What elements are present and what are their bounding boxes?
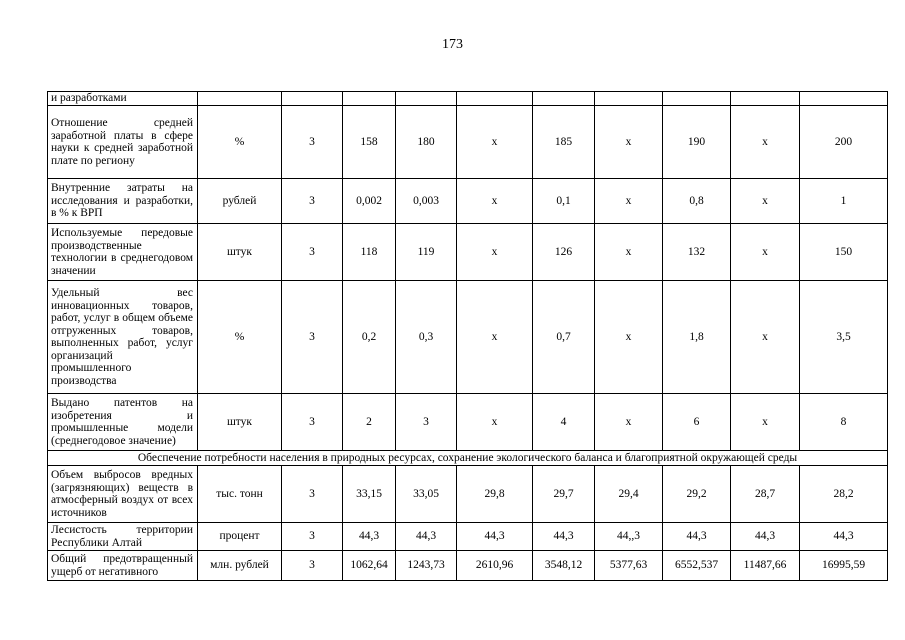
value-cell: 3 (282, 106, 343, 179)
value-cell: x (595, 394, 663, 451)
table-row (48, 179, 888, 224)
value-cell: 0,2 (343, 281, 396, 394)
value-cell: x (731, 179, 800, 224)
indicator-name-cell: Объем выбросов вредных (загрязняющих) веществ в атмосферный воздух от всех источников (48, 466, 198, 523)
value-cell: 118 (343, 224, 396, 281)
indicator-name-cell: Используемые передовые производственные технологии в среднегодовом значении (48, 224, 198, 281)
table-row (48, 92, 888, 106)
value-cell: 1,8 (663, 281, 731, 394)
value-cell: x (457, 224, 533, 281)
value-cell: 119 (396, 224, 457, 281)
unit-cell: тыс. тонн (198, 466, 282, 523)
section-title: Обеспечение потребности населения в природных ресурсах, сохранение экологического баланса и благоприятной окружающей среды (48, 451, 888, 466)
table-body (48, 92, 888, 581)
table-row (48, 394, 888, 451)
value-cell: 3 (282, 179, 343, 224)
value-cell: 44,3 (533, 523, 595, 551)
value-cell: 44,3 (396, 523, 457, 551)
unit-cell: штук (198, 394, 282, 451)
unit-cell: млн. рублей (198, 551, 282, 581)
value-cell: x (457, 106, 533, 179)
value-cell: 190 (663, 106, 731, 179)
value-cell: 3 (282, 224, 343, 281)
value-cell: 6 (663, 394, 731, 451)
value-cell: 33,15 (343, 466, 396, 523)
value-cell: 44,3 (457, 523, 533, 551)
table-row (48, 106, 888, 179)
value-cell: 180 (396, 106, 457, 179)
unit-cell: % (198, 106, 282, 179)
indicator-name-cell: Лесистость территории Республики Алтай (48, 523, 198, 551)
value-cell: 0,7 (533, 281, 595, 394)
value-cell: 44,3 (343, 523, 396, 551)
value-cell: x (595, 281, 663, 394)
indicator-name-cell: и разработками (48, 92, 198, 106)
value-cell: 0,002 (343, 179, 396, 224)
value-cell: 1243,73 (396, 551, 457, 581)
value-cell: 44,3 (731, 523, 800, 551)
value-cell: 0,003 (396, 179, 457, 224)
value-cell: 44,3 (663, 523, 731, 551)
value-cell: 3 (396, 394, 457, 451)
value-cell: 1 (800, 179, 888, 224)
value-cell: x (731, 281, 800, 394)
value-cell: 29,7 (533, 466, 595, 523)
value-cell: 6552,537 (663, 551, 731, 581)
unit-cell: % (198, 281, 282, 394)
indicator-name-cell: Выдано патентов на изобретения и промышленные модели (среднегодовое значение) (48, 394, 198, 451)
value-cell: 3 (282, 281, 343, 394)
indicator-name-cell: Внутренние затраты на исследования и разработки, в % к ВРП (48, 179, 198, 224)
unit-cell: процент (198, 523, 282, 551)
value-cell: 29,8 (457, 466, 533, 523)
value-cell: 0,8 (663, 179, 731, 224)
table-row (48, 224, 888, 281)
value-cell: 16995,59 (800, 551, 888, 581)
unit-cell: рублей (198, 179, 282, 224)
value-cell: 29,4 (595, 466, 663, 523)
value-cell: 33,05 (396, 466, 457, 523)
unit-cell (198, 92, 282, 106)
value-cell: 28,7 (731, 466, 800, 523)
value-cell: x (731, 224, 800, 281)
value-cell (663, 92, 731, 106)
value-cell (457, 92, 533, 106)
value-cell: 0,3 (396, 281, 457, 394)
value-cell: x (731, 106, 800, 179)
value-cell: 0,1 (533, 179, 595, 224)
value-cell: 150 (800, 224, 888, 281)
value-cell: 1062,64 (343, 551, 396, 581)
value-cell: 3 (282, 551, 343, 581)
value-cell: x (457, 394, 533, 451)
value-cell (731, 92, 800, 106)
value-cell: x (595, 106, 663, 179)
value-cell: 3 (282, 394, 343, 451)
value-cell: 3548,12 (533, 551, 595, 581)
value-cell: 3 (282, 466, 343, 523)
value-cell: x (457, 179, 533, 224)
value-cell: 11487,66 (731, 551, 800, 581)
unit-cell: штук (198, 224, 282, 281)
value-cell: 3,5 (800, 281, 888, 394)
value-cell (800, 92, 888, 106)
value-cell: 3 (282, 523, 343, 551)
indicator-name-cell: Общий предотвращенный ущерб от негативного (48, 551, 198, 581)
value-cell: 158 (343, 106, 396, 179)
indicator-name-cell: Удельный вес инновационных товаров, работ, услуг в общем объеме отгруженных товаров, выполненных работ, услуг организаций промышленного производства (48, 281, 198, 394)
table-row (48, 281, 888, 394)
page-number: 173 (442, 37, 463, 52)
value-cell: 28,2 (800, 466, 888, 523)
value-cell: 5377,63 (595, 551, 663, 581)
value-cell: 29,2 (663, 466, 731, 523)
value-cell: x (595, 179, 663, 224)
value-cell (396, 92, 457, 106)
value-cell: 200 (800, 106, 888, 179)
table-row (48, 466, 888, 523)
value-cell: 126 (533, 224, 595, 281)
indicators-table (47, 91, 888, 581)
value-cell: x (595, 224, 663, 281)
table-row (48, 523, 888, 551)
value-cell (533, 92, 595, 106)
value-cell: 44,,3 (595, 523, 663, 551)
value-cell (282, 92, 343, 106)
value-cell: 8 (800, 394, 888, 451)
table-row (48, 551, 888, 581)
section-row (48, 451, 888, 466)
value-cell: 132 (663, 224, 731, 281)
value-cell (595, 92, 663, 106)
value-cell: x (731, 394, 800, 451)
value-cell: x (457, 281, 533, 394)
value-cell (343, 92, 396, 106)
value-cell: 185 (533, 106, 595, 179)
value-cell: 2610,96 (457, 551, 533, 581)
value-cell: 4 (533, 394, 595, 451)
value-cell: 44,3 (800, 523, 888, 551)
indicator-name-cell: Отношение средней заработной платы в сфере науки к средней заработной плате по региону (48, 106, 198, 179)
value-cell: 2 (343, 394, 396, 451)
